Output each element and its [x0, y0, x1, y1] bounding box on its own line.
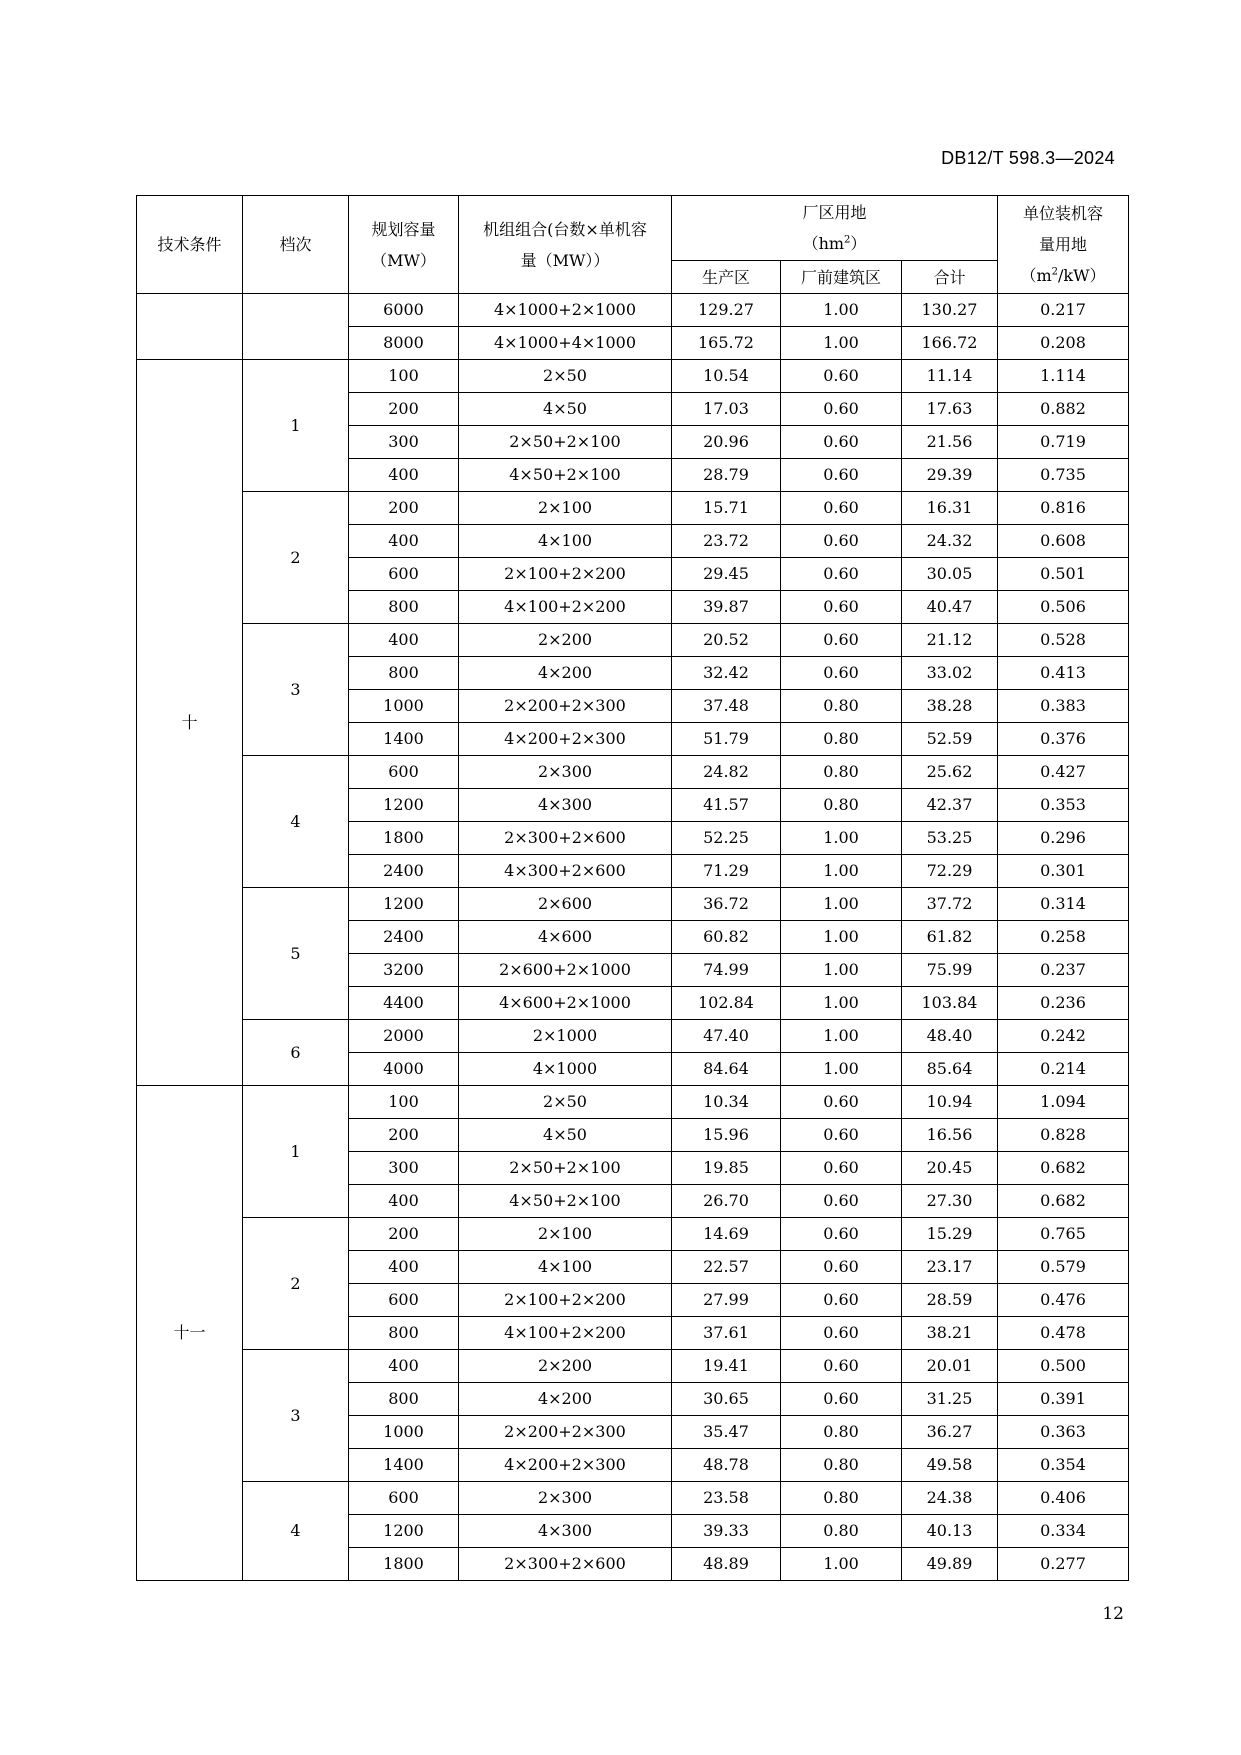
cell-combination: 4×50+2×100	[459, 1185, 672, 1218]
cell-capacity: 400	[349, 1185, 459, 1218]
cell-total-area: 40.47	[902, 591, 998, 624]
cell-level: 1	[243, 360, 349, 492]
header-production: 生产区	[672, 261, 781, 294]
cell-production-area: 20.52	[672, 624, 781, 657]
cell-capacity: 100	[349, 1086, 459, 1119]
cell-production-area: 20.96	[672, 426, 781, 459]
header-front: 厂前建筑区	[781, 261, 902, 294]
cell-front-area: 0.60	[781, 360, 902, 393]
cell-total-area: 20.01	[902, 1350, 998, 1383]
cell-capacity: 4400	[349, 987, 459, 1020]
cell-unit-land: 0.500	[998, 1350, 1129, 1383]
cell-front-area: 0.60	[781, 1251, 902, 1284]
cell-unit-land: 0.236	[998, 987, 1129, 1020]
cell-unit-land: 0.682	[998, 1152, 1129, 1185]
cell-combination: 2×1000	[459, 1020, 672, 1053]
cell-total-area: 24.32	[902, 525, 998, 558]
cell-total-area: 23.17	[902, 1251, 998, 1284]
cell-capacity: 600	[349, 1284, 459, 1317]
cell-front-area: 0.60	[781, 1152, 902, 1185]
cell-total-area: 61.82	[902, 921, 998, 954]
cell-front-area: 0.80	[781, 1515, 902, 1548]
cell-unit-land: 0.277	[998, 1548, 1129, 1581]
cell-front-area: 0.60	[781, 1350, 902, 1383]
cell-production-area: 10.54	[672, 360, 781, 393]
cell-front-area: 0.60	[781, 591, 902, 624]
cell-unit-land: 0.608	[998, 525, 1129, 558]
cell-capacity: 400	[349, 459, 459, 492]
cell-unit-land: 0.353	[998, 789, 1129, 822]
cell-front-area: 0.80	[781, 723, 902, 756]
cell-total-area: 36.27	[902, 1416, 998, 1449]
cell-front-area: 0.60	[781, 657, 902, 690]
cell-total-area: 20.45	[902, 1152, 998, 1185]
header-combo	[459, 196, 672, 294]
header-plant-area	[672, 196, 998, 261]
cell-level: 3	[243, 1350, 349, 1482]
table-row	[137, 360, 1129, 393]
cell-unit-land: 0.765	[998, 1218, 1129, 1251]
cell-level: 4	[243, 1482, 349, 1581]
cell-total-area: 52.59	[902, 723, 998, 756]
cell-total-area: 28.59	[902, 1284, 998, 1317]
cell-total-area: 166.72	[902, 327, 998, 360]
table-row	[137, 1020, 1129, 1053]
cell-level: 2	[243, 492, 349, 624]
cell-total-area: 31.25	[902, 1383, 998, 1416]
cell-unit-land: 0.258	[998, 921, 1129, 954]
cell-production-area: 17.03	[672, 393, 781, 426]
cell-capacity: 300	[349, 426, 459, 459]
cell-production-area: 30.65	[672, 1383, 781, 1416]
cell-total-area: 42.37	[902, 789, 998, 822]
cell-capacity: 2400	[349, 921, 459, 954]
cell-capacity: 1200	[349, 888, 459, 921]
cell-production-area: 84.64	[672, 1053, 781, 1086]
cell-level: 2	[243, 1218, 349, 1350]
cell-unit-land: 0.301	[998, 855, 1129, 888]
table-body	[137, 294, 1129, 1581]
cell-capacity: 1200	[349, 789, 459, 822]
cell-production-area: 48.78	[672, 1449, 781, 1482]
cell-production-area: 74.99	[672, 954, 781, 987]
cell-capacity: 200	[349, 492, 459, 525]
cell-front-area: 0.80	[781, 690, 902, 723]
cell-production-area: 23.72	[672, 525, 781, 558]
cell-unit-land: 0.816	[998, 492, 1129, 525]
cell-capacity: 800	[349, 1317, 459, 1350]
cell-combination: 4×1000	[459, 1053, 672, 1086]
cell-capacity: 400	[349, 525, 459, 558]
cell-combination: 4×300	[459, 789, 672, 822]
cell-production-area: 15.96	[672, 1119, 781, 1152]
cell-combination: 2×600+2×1000	[459, 954, 672, 987]
cell-total-area: 49.58	[902, 1449, 998, 1482]
cell-capacity: 8000	[349, 327, 459, 360]
cell-front-area: 1.00	[781, 987, 902, 1020]
cell-capacity: 800	[349, 591, 459, 624]
cell-capacity: 400	[349, 1251, 459, 1284]
cell-total-area: 27.30	[902, 1185, 998, 1218]
land-use-table	[136, 195, 1129, 1581]
header-plant-area-title: 厂区用地	[802, 203, 867, 222]
cell-combination: 2×300+2×600	[459, 1548, 672, 1581]
cell-unit-land: 0.579	[998, 1251, 1129, 1284]
cell-production-area: 19.85	[672, 1152, 781, 1185]
cell-total-area: 33.02	[902, 657, 998, 690]
header-plant-area-unit: $(hm^2)$	[802, 234, 867, 253]
cell-front-area: 0.60	[781, 426, 902, 459]
cell-unit-land: 0.719	[998, 426, 1129, 459]
cell-unit-land: 0.735	[998, 459, 1129, 492]
cell-production-area: 23.58	[672, 1482, 781, 1515]
cell-production-area: 52.25	[672, 822, 781, 855]
table-row	[137, 756, 1129, 789]
cell-unit-land: 0.528	[998, 624, 1129, 657]
cell-front-area: 0.60	[781, 459, 902, 492]
cell-front-area: 0.60	[781, 1218, 902, 1251]
cell-production-area: 35.47	[672, 1416, 781, 1449]
cell-total-area: 75.99	[902, 954, 998, 987]
cell-combination: 2×100+2×200	[459, 558, 672, 591]
cell-combination: 4×50	[459, 393, 672, 426]
cell-total-area: 130.27	[902, 294, 998, 327]
cell-unit-land: 0.354	[998, 1449, 1129, 1482]
cell-unit-land: 0.314	[998, 888, 1129, 921]
cell-front-area: 1.00	[781, 888, 902, 921]
header-capacity-line2: （MW）	[371, 250, 436, 270]
cell-capacity: 600	[349, 558, 459, 591]
cell-production-area: 26.70	[672, 1185, 781, 1218]
cell-capacity: 4000	[349, 1053, 459, 1086]
cell-unit-land: 0.296	[998, 822, 1129, 855]
cell-production-area: 60.82	[672, 921, 781, 954]
cell-level: 3	[243, 624, 349, 756]
cell-combination: 4×200	[459, 657, 672, 690]
cell-combination: 4×50+2×100	[459, 459, 672, 492]
cell-total-area: 38.21	[902, 1317, 998, 1350]
cell-unit-land: 0.882	[998, 393, 1129, 426]
cell-capacity: 300	[349, 1152, 459, 1185]
cell-level: 1	[243, 1086, 349, 1218]
table-row	[137, 492, 1129, 525]
cell-unit-land: 0.208	[998, 327, 1129, 360]
cell-front-area: 0.60	[781, 624, 902, 657]
cell-capacity: 1400	[349, 1449, 459, 1482]
cell-combination: 2×200	[459, 624, 672, 657]
cell-combination: 4×300	[459, 1515, 672, 1548]
cell-capacity: 600	[349, 756, 459, 789]
cell-total-area: 21.56	[902, 426, 998, 459]
header-level: 档次	[243, 196, 349, 294]
cell-unit-land: 1.094	[998, 1086, 1129, 1119]
cell-front-area: 1.00	[781, 822, 902, 855]
cell-capacity: 100	[349, 360, 459, 393]
cell-combination: 4×100	[459, 525, 672, 558]
cell-combination: 4×100+2×200	[459, 1317, 672, 1350]
cell-production-area: 165.72	[672, 327, 781, 360]
cell-capacity: 1200	[349, 1515, 459, 1548]
cell-capacity: 600	[349, 1482, 459, 1515]
cell-combination: 2×100+2×200	[459, 1284, 672, 1317]
header-combo-line1: 机组组合(台数×单机容	[483, 219, 647, 239]
header-tech: 技术条件	[137, 196, 243, 294]
cell-total-area: 85.64	[902, 1053, 998, 1086]
cell-front-area: 0.60	[781, 1317, 902, 1350]
cell-combination: 2×50	[459, 1086, 672, 1119]
table-row	[137, 1350, 1129, 1383]
cell-combination: 4×600	[459, 921, 672, 954]
cell-total-area: 10.94	[902, 1086, 998, 1119]
cell-front-area: 1.00	[781, 921, 902, 954]
cell-combination: 2×200+2×300	[459, 690, 672, 723]
cell-capacity: 6000	[349, 294, 459, 327]
cell-tech-condition: 十	[137, 360, 243, 1086]
cell-production-area: 129.27	[672, 294, 781, 327]
cell-production-area: 27.99	[672, 1284, 781, 1317]
header-unit-line2: 量用地	[1038, 235, 1087, 254]
cell-unit-land: 0.427	[998, 756, 1129, 789]
cell-capacity: 1000	[349, 1416, 459, 1449]
cell-front-area: 0.80	[781, 1449, 902, 1482]
cell-combination: 4×100	[459, 1251, 672, 1284]
cell-combination: 2×200	[459, 1350, 672, 1383]
cell-unit-land: 0.334	[998, 1515, 1129, 1548]
cell-front-area: 1.00	[781, 294, 902, 327]
header-unit-line1: 单位装机容	[1022, 204, 1103, 223]
cell-unit-land: 0.383	[998, 690, 1129, 723]
cell-production-area: 71.29	[672, 855, 781, 888]
cell-front-area: 1.00	[781, 327, 902, 360]
cell-combination: 2×200+2×300	[459, 1416, 672, 1449]
header-total: 合计	[902, 261, 998, 294]
cell-production-area: 37.61	[672, 1317, 781, 1350]
cell-total-area: 11.14	[902, 360, 998, 393]
cell-production-area: 47.40	[672, 1020, 781, 1053]
cell-production-area: 22.57	[672, 1251, 781, 1284]
cell-unit-land: 0.363	[998, 1416, 1129, 1449]
cell-unit-land: 0.828	[998, 1119, 1129, 1152]
cell-front-area: 1.00	[781, 1548, 902, 1581]
cell-combination: 2×50	[459, 360, 672, 393]
cell-total-area: 16.31	[902, 492, 998, 525]
cell-front-area: 0.60	[781, 1185, 902, 1218]
cell-production-area: 29.45	[672, 558, 781, 591]
cell-combination: 2×50+2×100	[459, 426, 672, 459]
page-number: 12	[1102, 1604, 1124, 1624]
cell-capacity: 800	[349, 657, 459, 690]
cell-combination: 4×200+2×300	[459, 1449, 672, 1482]
cell-capacity: 1400	[349, 723, 459, 756]
table-row	[137, 1086, 1129, 1119]
cell-unit-land: 0.478	[998, 1317, 1129, 1350]
cell-combination: 2×300+2×600	[459, 822, 672, 855]
cell-production-area: 48.89	[672, 1548, 781, 1581]
cell-front-area: 0.80	[781, 789, 902, 822]
cell-production-area: 10.34	[672, 1086, 781, 1119]
cell-front-area: 1.00	[781, 1053, 902, 1086]
cell-combination: 4×300+2×600	[459, 855, 672, 888]
cell-unit-land: 1.114	[998, 360, 1129, 393]
cell-unit-land: 0.391	[998, 1383, 1129, 1416]
cell-total-area: 48.40	[902, 1020, 998, 1053]
table-row	[137, 294, 1129, 327]
cell-production-area: 14.69	[672, 1218, 781, 1251]
cell-unit-land: 0.217	[998, 294, 1129, 327]
cell-front-area: 1.00	[781, 855, 902, 888]
cell-combination: 2×100	[459, 492, 672, 525]
cell-combination: 4×1000+4×1000	[459, 327, 672, 360]
cell-capacity: 3200	[349, 954, 459, 987]
cell-capacity: 200	[349, 393, 459, 426]
cell-capacity: 2400	[349, 855, 459, 888]
header-unit-land	[998, 196, 1129, 294]
cell-level	[243, 294, 349, 360]
table-row	[137, 1482, 1129, 1515]
cell-production-area: 39.87	[672, 591, 781, 624]
table-row	[137, 888, 1129, 921]
cell-production-area: 41.57	[672, 789, 781, 822]
cell-capacity: 2000	[349, 1020, 459, 1053]
cell-front-area: 0.60	[781, 1383, 902, 1416]
cell-level: 5	[243, 888, 349, 1020]
cell-production-area: 24.82	[672, 756, 781, 789]
cell-total-area: 72.29	[902, 855, 998, 888]
cell-combination: 2×600	[459, 888, 672, 921]
cell-combination: 4×100+2×200	[459, 591, 672, 624]
cell-unit-land: 0.214	[998, 1053, 1129, 1086]
cell-capacity: 200	[349, 1218, 459, 1251]
cell-production-area: 102.84	[672, 987, 781, 1020]
cell-unit-land: 0.376	[998, 723, 1129, 756]
cell-total-area: 49.89	[902, 1548, 998, 1581]
document-code: DB12/T 598.3—2024	[941, 148, 1115, 168]
cell-combination: 4×200	[459, 1383, 672, 1416]
cell-front-area: 0.60	[781, 1119, 902, 1152]
cell-front-area: 0.60	[781, 492, 902, 525]
cell-production-area: 15.71	[672, 492, 781, 525]
cell-front-area: 0.80	[781, 756, 902, 789]
cell-combination: 4×50	[459, 1119, 672, 1152]
cell-front-area: 0.80	[781, 1482, 902, 1515]
cell-unit-land: 0.506	[998, 591, 1129, 624]
table-row	[137, 1218, 1129, 1251]
cell-level: 4	[243, 756, 349, 888]
cell-tech-condition	[137, 294, 243, 360]
cell-unit-land: 0.242	[998, 1020, 1129, 1053]
header-capacity-line1: 规划容量	[371, 219, 436, 239]
table-header	[137, 196, 1129, 294]
cell-combination: 2×300	[459, 756, 672, 789]
cell-combination: 2×100	[459, 1218, 672, 1251]
cell-capacity: 800	[349, 1383, 459, 1416]
cell-front-area: 0.60	[781, 1284, 902, 1317]
cell-total-area: 53.25	[902, 822, 998, 855]
cell-unit-land: 0.682	[998, 1185, 1129, 1218]
cell-total-area: 29.39	[902, 459, 998, 492]
cell-front-area: 0.60	[781, 1086, 902, 1119]
header-unit-line3: $(m^2/kW)$	[1020, 266, 1106, 285]
cell-tech-condition: 十一	[137, 1086, 243, 1581]
cell-total-area: 40.13	[902, 1515, 998, 1548]
header-capacity	[349, 196, 459, 294]
cell-unit-land: 0.501	[998, 558, 1129, 591]
cell-production-area: 37.48	[672, 690, 781, 723]
cell-front-area: 1.00	[781, 954, 902, 987]
cell-capacity: 200	[349, 1119, 459, 1152]
cell-capacity: 400	[349, 1350, 459, 1383]
cell-unit-land: 0.237	[998, 954, 1129, 987]
cell-total-area: 17.63	[902, 393, 998, 426]
cell-total-area: 24.38	[902, 1482, 998, 1515]
cell-total-area: 21.12	[902, 624, 998, 657]
table-row	[137, 624, 1129, 657]
cell-total-area: 38.28	[902, 690, 998, 723]
cell-unit-land: 0.413	[998, 657, 1129, 690]
cell-production-area: 51.79	[672, 723, 781, 756]
cell-front-area: 1.00	[781, 1020, 902, 1053]
cell-unit-land: 0.476	[998, 1284, 1129, 1317]
cell-capacity: 400	[349, 624, 459, 657]
cell-combination: 4×600+2×1000	[459, 987, 672, 1020]
cell-front-area: 0.60	[781, 525, 902, 558]
cell-total-area: 16.56	[902, 1119, 998, 1152]
cell-front-area: 0.60	[781, 558, 902, 591]
cell-total-area: 37.72	[902, 888, 998, 921]
cell-capacity: 1000	[349, 690, 459, 723]
cell-level: 6	[243, 1020, 349, 1086]
cell-front-area: 0.60	[781, 393, 902, 426]
cell-combination: 2×300	[459, 1482, 672, 1515]
cell-total-area: 15.29	[902, 1218, 998, 1251]
cell-total-area: 30.05	[902, 558, 998, 591]
cell-combination: 2×50+2×100	[459, 1152, 672, 1185]
cell-combination: 4×1000+2×1000	[459, 294, 672, 327]
cell-production-area: 28.79	[672, 459, 781, 492]
cell-production-area: 39.33	[672, 1515, 781, 1548]
cell-total-area: 103.84	[902, 987, 998, 1020]
cell-production-area: 36.72	[672, 888, 781, 921]
cell-capacity: 1800	[349, 1548, 459, 1581]
cell-total-area: 25.62	[902, 756, 998, 789]
cell-front-area: 0.80	[781, 1416, 902, 1449]
cell-production-area: 19.41	[672, 1350, 781, 1383]
cell-combination: 4×200+2×300	[459, 723, 672, 756]
cell-capacity: 1800	[349, 822, 459, 855]
cell-production-area: 32.42	[672, 657, 781, 690]
header-combo-line2: 量（MW））	[520, 250, 610, 270]
cell-unit-land: 0.406	[998, 1482, 1129, 1515]
